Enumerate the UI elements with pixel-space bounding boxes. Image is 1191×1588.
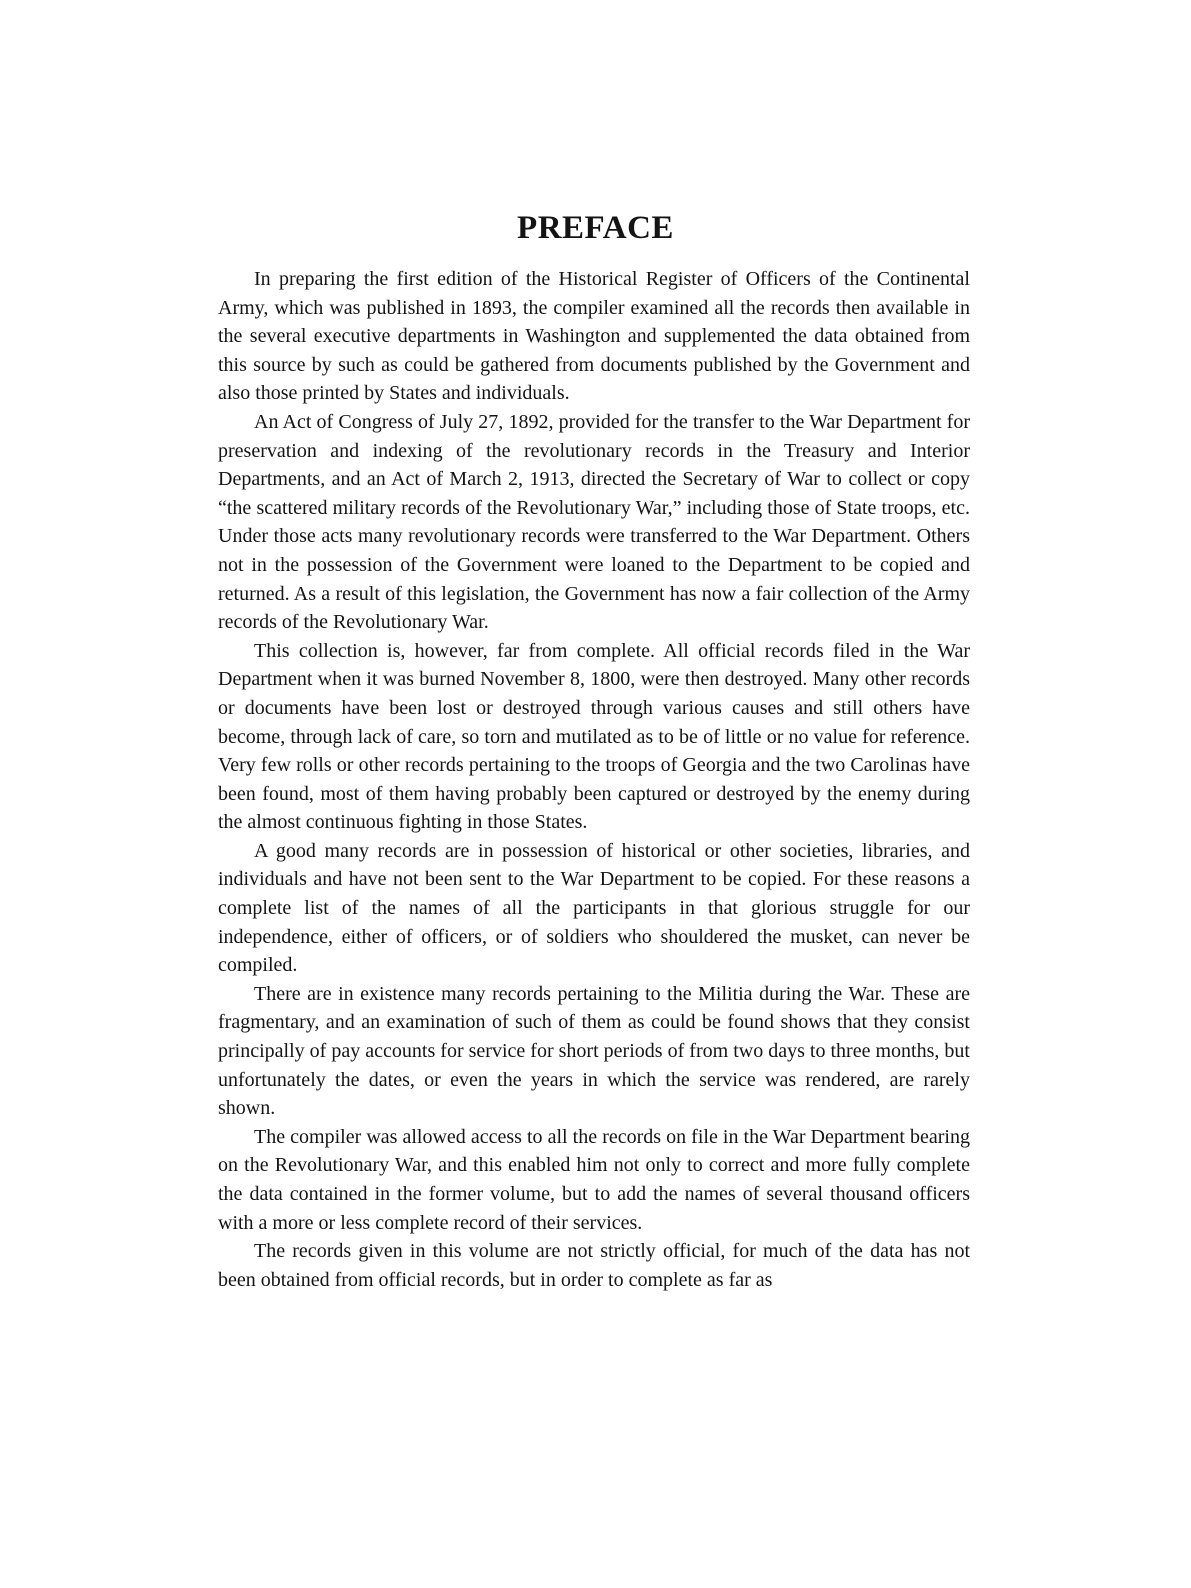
preface-body (218, 265, 970, 1294)
paragraph-7: The records given in this volume are not strictly official, for much of the data has not been obtained from official records, but in order to complete as far as (218, 1240, 970, 1291)
page-title: PREFACE (517, 210, 674, 246)
paragraph-6: The compiler was allowed access to all the records on file in the War Department bearing on the Revolutionary War, and this enabled him not only to correct and more fully complete the data contained in the former volume, but to add the names of several thousand officers with a more or less complete record of their services. (218, 1125, 970, 1234)
paragraph-5: There are in existence many records pertaining to the Militia during the War. These are fragmentary, and an examination of such of them as could be found shows that they consist principally of pay accounts for service for short periods of from two days to three months, but unfortunately the dates, or even the years in which the service was rendered, are rarely shown. (218, 982, 970, 1120)
paragraph-3: This collection is, however, far from complete. All official records filed in the War Department when it was burned November 8, 1800, were then destroyed. Many other records or documents have been lost or destroyed through various causes and still others have become, through lack of care, so torn and mutilated as to be of little or no value for reference. Very few rolls or other records pertaining to the troops of Georgia and the two Carolinas have been found, most of them having probably been captured or destroyed by the enemy during the almost continuous fighting in those States. (218, 639, 970, 834)
paragraph-1: In preparing the first edition of the Historical Register of Officers of the Continental Army, which was published in 1893, the compiler examined all the records then available in the several executive departments in Washington and supplemented the data obtained from this source by such as could be gathered from documents published by the Government and also those printed by States and individuals. (218, 268, 970, 405)
paragraph-4: A good many records are in possession of historical or other societies, libraries, and individuals and have not been sent to the War Department to be copied. For these reasons a complete list of the names of all the participants in that glorious struggle for our independence, either of officers, or of soldiers who shouldered the musket, can never be compiled. (218, 839, 970, 977)
paragraph-2: An Act of Congress of July 27, 1892, provided for the transfer to the War Department for preservation and indexing of the revolutionary records in the Treasury and Interior Departments, and an Act of March 2, 1913, directed the Secretary of War to collect or copy “the scattered military records of the Revolutionary War,” including those of State troops, etc. Under those acts many revolutionary records were transferred to the War Department. Others not in the possession of the Government were loaned to the Department to be copied and returned. As a result of this legislation, the Government has now a fair collection of the Army records of the Revolutionary War. (218, 410, 970, 634)
